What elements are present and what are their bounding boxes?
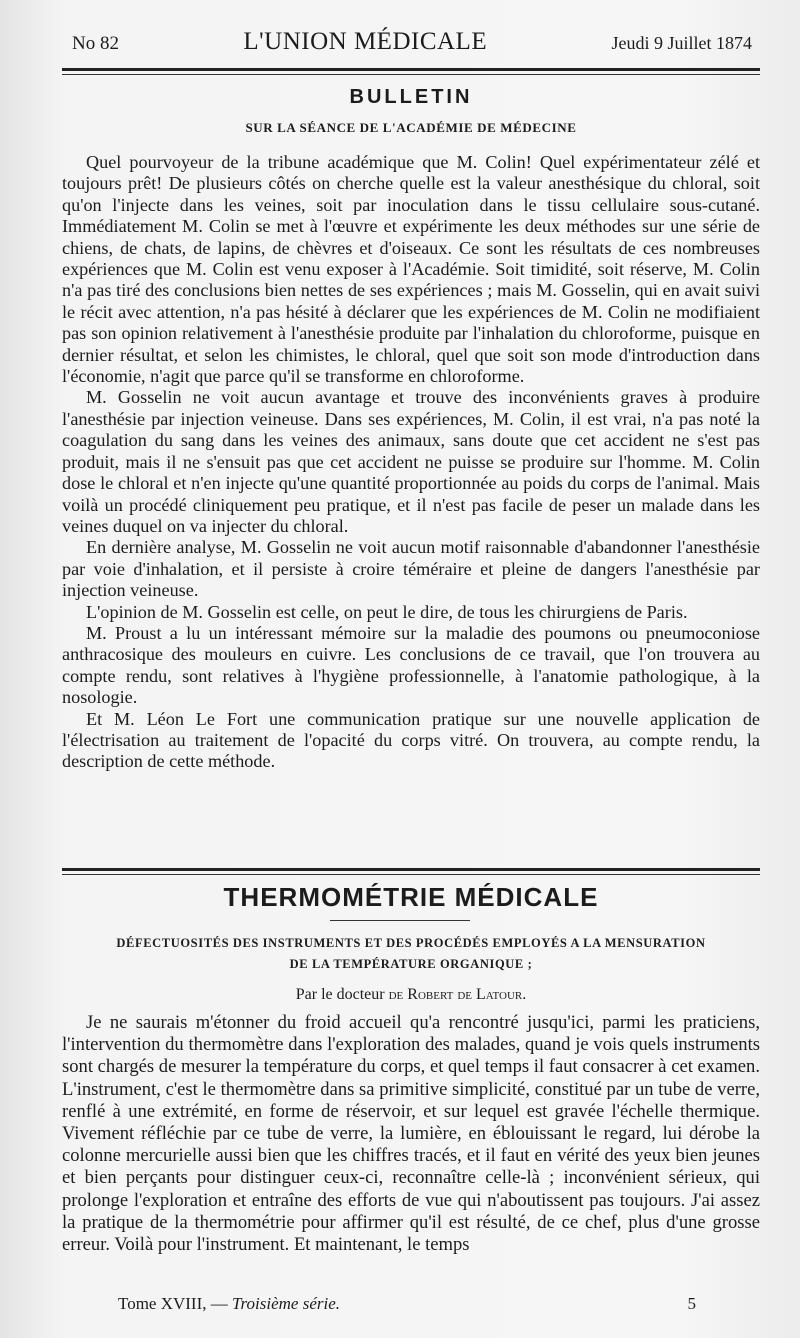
footer-tome: Tome XVIII, — [118,1294,228,1313]
issue-date: Jeudi 9 Juillet 1874 [611,33,752,53]
paragraph: En dernière analyse, M. Gosselin ne voit aucun motif raisonnable d'abandonner l'anesthésie par voie d'inhalation, et il persiste à croire téméraire et pleine de dangers l'anesthésie par injection veineuse. [62,537,760,601]
paragraph: Je ne saurais m'étonner du froid accueil qu'a rencontré jusqu'ici, parmi les praticiens, l'intervention du thermomètre dans l'exploration des malades, quand je vois quels instruments sont chargés de mesurer la température du corps, et quel temps il faut consacrer à cet examen. L'instrument, c'est le thermomètre dans sa primitive simplicité, constitué par un tube de verre, renflé à une extrémité, en forme de réservoir, et sur lequel est gravée l'échelle thermique. Vivement réfléchie par ce tube de verre, la lumière, en éblouissant le regard, lui dérobe la colonne mercurielle aussi bien que les chiffres tracés, et il faut en vérité des yeux bien jeunes et bien perçants pour distinguer ceux-ci, reconnaître celle-là ; inconvénient sérieux, qui prolonge l'exploration et entraîne des efforts de vue qui n'aboutissent pas toujours. J'ai assez la pratique de la thermométrie pour affirmer qu'il est résulté, de ce chef, plus d'une grosse erreur. Voilà pour l'instrument. Et maintenant, le temps [62,1012,760,1256]
thermometrie-subtitle-line1: DÉFECTUOSITÉS DES INSTRUMENTS ET DES PROCÉDÉS EMPLOYÉS A LA MENSURATION [116,936,706,950]
bulletin-subtitle: SUR LA SÉANCE DE L'ACADÉMIE DE MÉDECINE [245,120,577,135]
author-name: de Robert de Latour. [388,986,527,1003]
paragraph: L'opinion de M. Gosselin est celle, on peut le dire, de tous les chirurgiens de Paris. [86,601,688,622]
section-rule-thin [62,874,760,875]
bulletin-body [62,152,760,773]
footer-volume [118,1294,340,1314]
paragraph: Et M. Léon Le Fort une communication pratique sur une nouvelle application de l'électrisation au traitement de l'opacité du corps vitré. On trouvera, au compte rendu, la description de cette méthode. [62,708,760,772]
thermometrie-body [62,1012,760,1256]
bulletin-title: BULLETIN [349,86,473,108]
paragraph: M. Proust a lu un intéressant mémoire sur la maladie des poumons ou pneumoconiose anthracosique des mouleurs en cuivre. Les conclusions de ce travail, que l'on trouvera au compte rendu, sont relatives à l'hygiène professionnelle, à l'anatomie pathologique, à la nosologie. [62,622,760,708]
author-line [62,986,760,1004]
page-header [72,28,752,64]
header-rule [62,68,760,71]
issue-number: No 82 [72,33,119,54]
author-prefix: Par le docteur [295,986,385,1003]
section-rule [62,868,760,871]
header-rule-thin [62,74,760,75]
footer-serie: Troisième série. [232,1294,340,1313]
thermometrie-title: THERMOMÉTRIE MÉDICALE [223,882,599,912]
page-footer [118,1294,696,1314]
title-underline [330,920,470,921]
journal-title: L'UNION MÉDICALE [243,28,488,55]
thermometrie-subtitle-line2: DE LA TEMPÉRATURE ORGANIQUE ; [289,957,533,971]
page-number: 5 [687,1294,696,1313]
paragraph: M. Gosselin ne voit aucun avantage et trouve des inconvénients graves à produire l'anesthésie par injection veineuse. Dans ses expériences, M. Colin, il est vrai, n'a pas noté la coagulation du sang dans les veines des animaux, sans doute que cet accident ne s'est pas produit, mais il ne s'ensuit pas que cet accident ne puisse se produire sur l'homme. M. Colin dose le chloral et n'en injecte qu'une quantité proportionnée au poids du corps de l'animal. Mais voilà un procédé cliniquement peu pratique, et il n'est pas facile de peser un malade dans les veines duquel on va injecter du chloral. [62,387,760,536]
paragraph: Quel pourvoyeur de la tribune académique que M. Colin! Quel expérimentateur zélé et toujours prêt! De plusieurs côtés on cherche quelle est la valeur anesthésique du chloral, soit qu'on l'injecte dans les veines, soit par inoculation dans le tissu cellulaire sous-cutané. Immédiatement M. Colin se met à l'œuvre et expérimente les deux méthodes sur une série de chiens, de chats, de lapins, de chèvres et d'oiseaux. Ce sont les résultats de ces nombreuses expériences que M. Colin est venu exposer à l'Académie. Soit timidité, soit réserve, M. Colin n'a pas tiré des conclusions bien nettes de ses expériences ; mais M. Gosselin, qui en avait suivi le récit avec attention, n'a pas hésité à déclarer que les expériences de M. Colin ne modifiaient pas son opinion relativement à l'anesthésie produite par l'inhalation du chloroforme, puisque en dernier résultat, et selon les chimistes, le chloral, quel que soit son mode d'introduction dans l'économie, n'agit que parce qu'il se transforme en chloroforme. [62,152,760,387]
